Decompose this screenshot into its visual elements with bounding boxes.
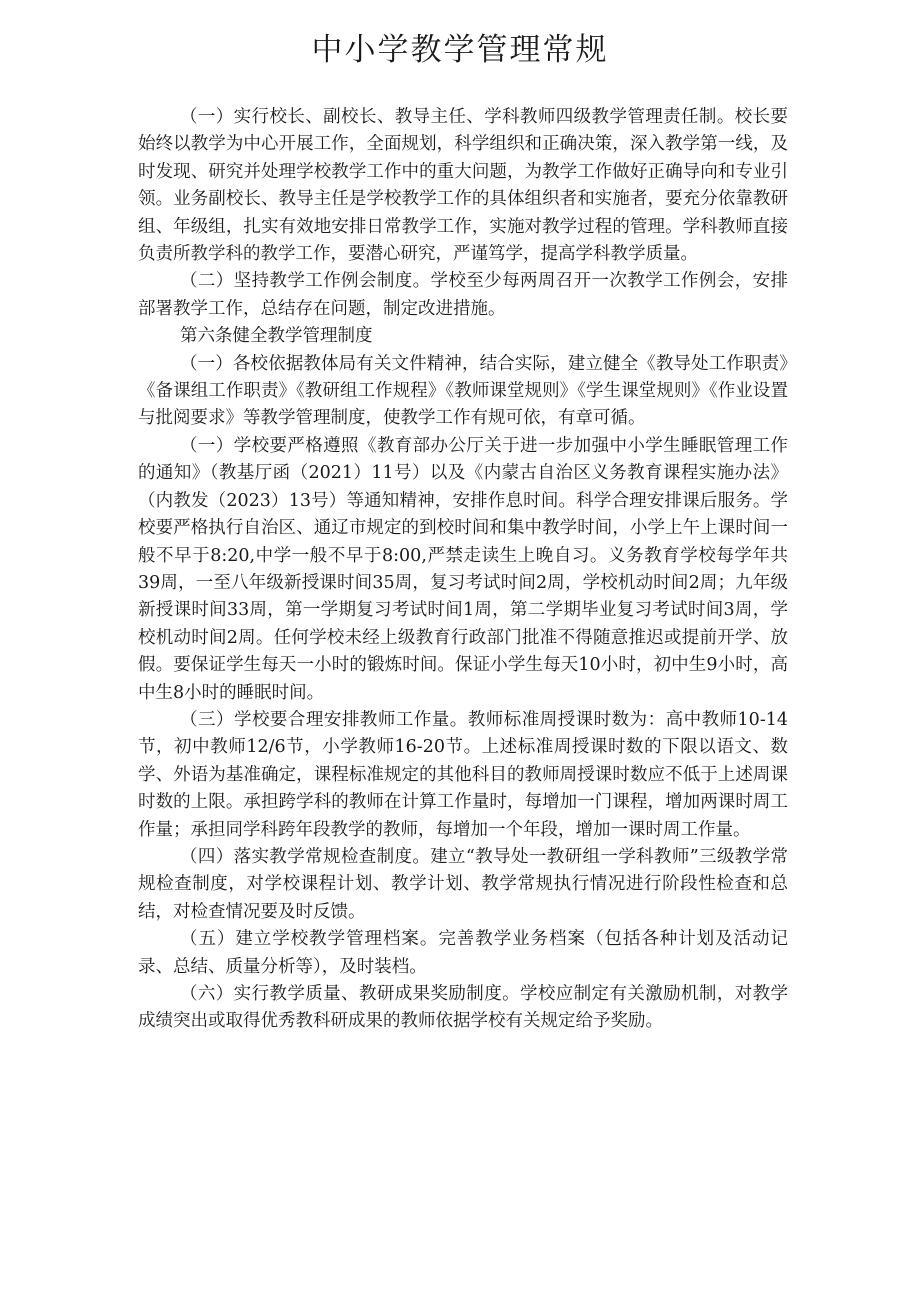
paragraph-archives: （五）建立学校教学管理档案。完善教学业务档案（包括各种计划及活动记录、总结、质量分析等），及时装档。 bbox=[138, 929, 788, 977]
paragraph-teacher-workload: （三）学校要合理安排教师工作量。教师标准周授课时数为：高中教师10-14节，初中教师12/6节，小学教师16-20节。上述标准周授课时数的下限以语文、数学、外语为基准确定，课程标准规定的其他科目的教师周授课时数应不低于上述周课时数的上限。承担跨学科的教师在计算工作量时，每增加一门课程，增加两课时周工作量；承担同学科跨年段教学的教师，每增加一个年段，增加一课时周工作量。 bbox=[138, 709, 788, 840]
paragraph-management-rules: （一）各校依据教体局有关文件精神，结合实际，建立健全《教导处工作职责》《备课组工作职责》《教研组工作规程》《教师课堂规则》《学生课堂规则》《作业设置与批阅要求》等教学管理制度，使教学工作有规可依，有章可循。 bbox=[138, 353, 788, 429]
document-title: 中小学教学管理常规 bbox=[311, 32, 609, 68]
paragraph-schedule: （一）学校要严格遵照《教育部办公厅关于进一步加强中小学生睡眠管理工作的通知》（教基厅函（2021）11号）以及《内蒙古自治区义务教育课程实施办法》（内教发（2023）13号）等通知精神，安排作息时间。科学合理安排课后服务。学校要严格执行自治区、通辽市规定的到校时间和集中教学时间，小学上午上课时间一般不早于8:20,中学一般不早于8:00,严禁走读生上晚自习。义务教育学校每学年共39周，一至八年级新授课时间35周，复习考试时间2周，学校机动时间2周；九年级新授课时间33周，第一学期复习考试时间1周，第二学期毕业复习考试时间3周，学校机动时间2周。任何学校未经上级教育行政部门批准不得随意推迟或提前开学、放假。要保证学生每天一小时的锻炼时间。保证小学生每天10小时，初中生9小时，高中生8小时的睡眠时间。 bbox=[138, 435, 788, 703]
paragraph-work-meeting: （二）坚持教学工作例会制度。学校至少每两周召开一次教学工作例会，安排部署教学工作，总结存在问题，制定改进措施。 bbox=[138, 271, 788, 319]
paragraph-inspection: （四）落实教学常规检查制度。建立“教导处一教研组一学科教师”三级教学常规检查制度，对学校课程计划、教学计划、教学常规执行情况进行阶段性检查和总结，对检查情况要及时反馈。 bbox=[138, 846, 788, 922]
paragraph-rewards: （六）实行教学质量、教研成果奖励制度。学校应制定有关激励机制，对教学成绩突出或取得优秀教科研成果的教师依据学校有关规定给予奖励。 bbox=[138, 984, 788, 1032]
document-body bbox=[138, 104, 788, 1036]
paragraph-responsibility-system: （一）实行校长、副校长、教导主任、学科教师四级教学管理责任制。校长要始终以教学为中心开展工作，全面规划，科学组织和正确决策，深入教学第一线，及时发现、研究并处理学校教学工作中的重大问题，为教学工作做好正确导向和专业引领。业务副校长、教导主任是学校教学工作的具体组织者和实施者，要充分依靠教研组、年级组，扎实有效地安排日常教学工作，实施对教学过程的管理。学科教师直接负责所教学科的教学工作，要潜心研究，严谨笃学，提高学科教学质量。 bbox=[138, 107, 788, 265]
article-heading: 第六条健全教学管理制度 bbox=[180, 326, 373, 347]
